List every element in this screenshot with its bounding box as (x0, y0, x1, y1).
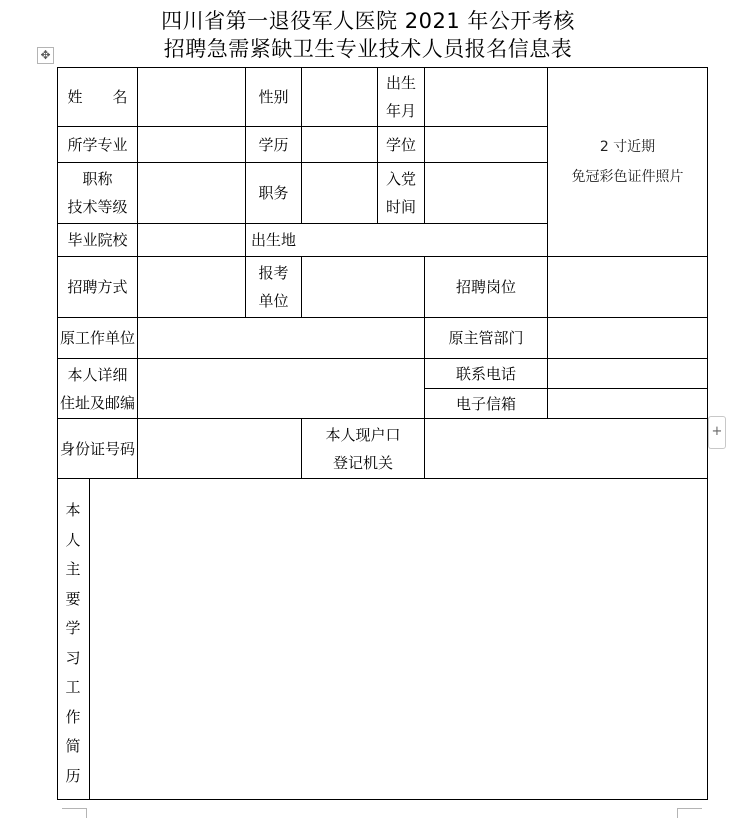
major-label: 所学专业 (67, 135, 128, 154)
gender-field[interactable] (302, 68, 377, 126)
resume-label-char: 本 (65, 501, 81, 519)
education-label: 学历 (258, 135, 289, 154)
add-row-button[interactable]: + (708, 416, 726, 449)
form-title-line-1: 四川省第一退役军人医院 2021 年公开考核 (161, 9, 575, 33)
gender-label: 性别 (258, 88, 289, 106)
former-dept-field[interactable] (548, 318, 707, 358)
apply-unit-field[interactable] (302, 257, 424, 317)
table-move-handle-icon[interactable]: ✥ (37, 47, 54, 64)
household-registry-field[interactable] (425, 419, 707, 478)
former-unit-field[interactable] (138, 318, 424, 358)
email-field[interactable] (548, 389, 707, 418)
name-field[interactable] (138, 68, 245, 126)
resume-label-char: 学 (65, 619, 81, 637)
graduate-school-label: 毕业院校 (67, 231, 128, 249)
email-label: 电子信箱 (455, 394, 516, 413)
party-join-date-field[interactable] (425, 163, 547, 223)
resume-label-char: 历 (65, 766, 81, 785)
resume-field[interactable] (90, 479, 707, 799)
page-corner-mark-right (677, 808, 702, 818)
resume-label-char: 人 (65, 530, 81, 549)
resume-label-char: 习 (65, 648, 81, 667)
apply-unit-label: 报考 单位 (258, 264, 289, 310)
recruit-method-label: 招聘方式 (67, 278, 128, 296)
birth-date-label: 出生 年月 (385, 74, 416, 120)
professional-title-field[interactable] (138, 163, 245, 223)
recruit-post-field[interactable] (548, 257, 707, 317)
graduate-school-field[interactable] (138, 224, 245, 256)
id-number-field[interactable] (138, 419, 301, 478)
degree-label: 学位 (385, 135, 416, 154)
form-title-line-2: 招聘急需紧缺卫生专业技术人员报名信息表 (163, 37, 573, 61)
major-field[interactable] (138, 127, 245, 162)
former-dept-label: 原主管部门 (448, 329, 524, 347)
phone-field[interactable] (548, 359, 707, 388)
photo-placeholder[interactable]: 2 寸近期 免冠彩色证件照片 (571, 139, 684, 185)
education-field[interactable] (302, 127, 377, 162)
household-registry-label: 本人现户口 登记机关 (325, 425, 401, 472)
resume-label-char: 主 (65, 560, 81, 578)
position-field[interactable] (302, 163, 377, 223)
resume-label (58, 496, 88, 791)
address-field[interactable] (138, 359, 424, 418)
birth-date-field[interactable] (425, 68, 547, 126)
recruit-post-label: 招聘岗位 (455, 278, 516, 296)
resume-label-char: 工 (65, 678, 81, 696)
address-label: 本人详细 住址及邮编 (59, 365, 135, 412)
recruit-method-field[interactable] (138, 257, 245, 317)
resume-label-char: 简 (65, 737, 81, 755)
id-number-label: 身份证号码 (59, 439, 135, 458)
phone-label: 联系电话 (455, 364, 516, 383)
resume-label-char: 作 (65, 707, 81, 726)
resume-label-char: 要 (65, 589, 81, 608)
birthplace-field[interactable] (302, 224, 547, 256)
degree-field[interactable] (425, 127, 547, 162)
professional-title-label: 职称 技术等级 (67, 170, 128, 216)
page-corner-mark-left (62, 808, 87, 818)
birthplace-label: 出生地 (250, 231, 296, 249)
position-label: 职务 (258, 184, 289, 202)
party-join-date-label: 入党 时间 (385, 170, 416, 216)
name-label: 姓 名 (67, 88, 128, 106)
former-unit-label: 原工作单位 (59, 329, 135, 347)
